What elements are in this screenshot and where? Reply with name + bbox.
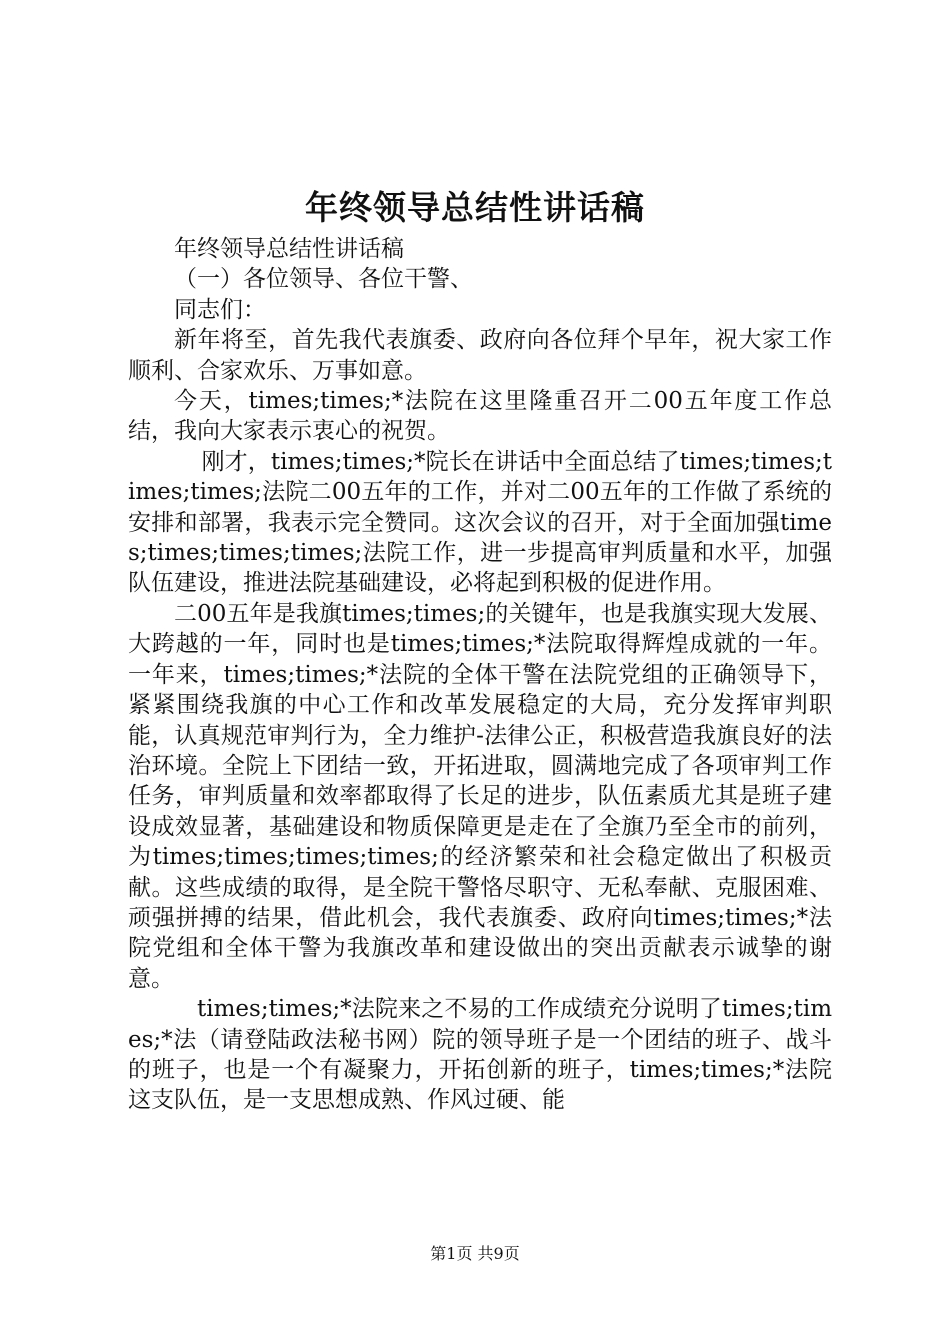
paragraph-achievements: times;times;*法院来之不易的工作成绩充分说明了times;times;*法（请登陆政法秘书网）院的领导班子是一个团结的班子、战斗的班子，也是一个有凝聚力，开拓创新的班子，times;times;*法院这支队伍，是一支思想成熟、作风过硬、能 (128, 996, 832, 1114)
paragraph-new-year: 新年将至，首先我代表旗委、政府向各位拜个早年，祝大家工作顺利、合家欢乐、万事如意。 (128, 327, 832, 384)
paragraph-president: 刚才，times;times;*院长在讲话中全面总结了times;times;times;times;法院二00五年的工作，并对二00五年的工作做了系统的安排和部署，我表示完全赞同。这次会议的召开，对于全面加强times;times;times;times;法院工作，进一步提高审判质量和水平，加强队伍建设，推进法院基础建设，必将起到积极的促进作用。 (128, 448, 832, 597)
page-number-footer: 第1页 共9页 (430, 1244, 520, 1263)
paragraph-today: 今天，times;times;*法院在这里隆重召开二00五年度工作总结，我向大家表示衷心的祝贺。 (128, 388, 832, 445)
document-title: 年终领导总结性讲话稿 (305, 188, 645, 227)
paragraph-2005: 二00五年是我旗times;times;的关键年，也是我旗实现大发展、大跨越的一年，同时也是times;times;*法院取得辉煌成就的一年。一年来，times;times;*法院的全体干警在法院党组的正确领导下，紧紧围绕我旗的中心工作和改革发展稳定的大局，充分发挥审判职能，认真规范审判行为，全力维护-法律公正，积极营造我旗良好的法治环境。全院上下团结一致，开拓进取，圆满地完成了各项审判工作任务，审判质量和效率都取得了长足的进步，队伍素质尤其是班子建设成效显著，基础建设和物质保障更是走在了全旗乃至全市的前列，为times;times;times;times;的经济繁荣和社会稳定做出了积极贡献。这些成绩的取得，是全院干警恪尽职守、无私奉献、克服困难、顽强拼搏的结果，借此机会，我代表旗委、政府向times;times;*法院党组和全体干警为我旗改革和建设做出的突出贡献表示诚挚的谢意。 (128, 600, 832, 992)
paragraph-salutation-1: （一）各位领导、各位干警、 (174, 266, 473, 293)
paragraph-heading: 年终领导总结性讲话稿 (174, 236, 404, 262)
document-body (128, 234, 832, 1116)
paragraph-salutation-2: 同志们： (174, 296, 266, 323)
